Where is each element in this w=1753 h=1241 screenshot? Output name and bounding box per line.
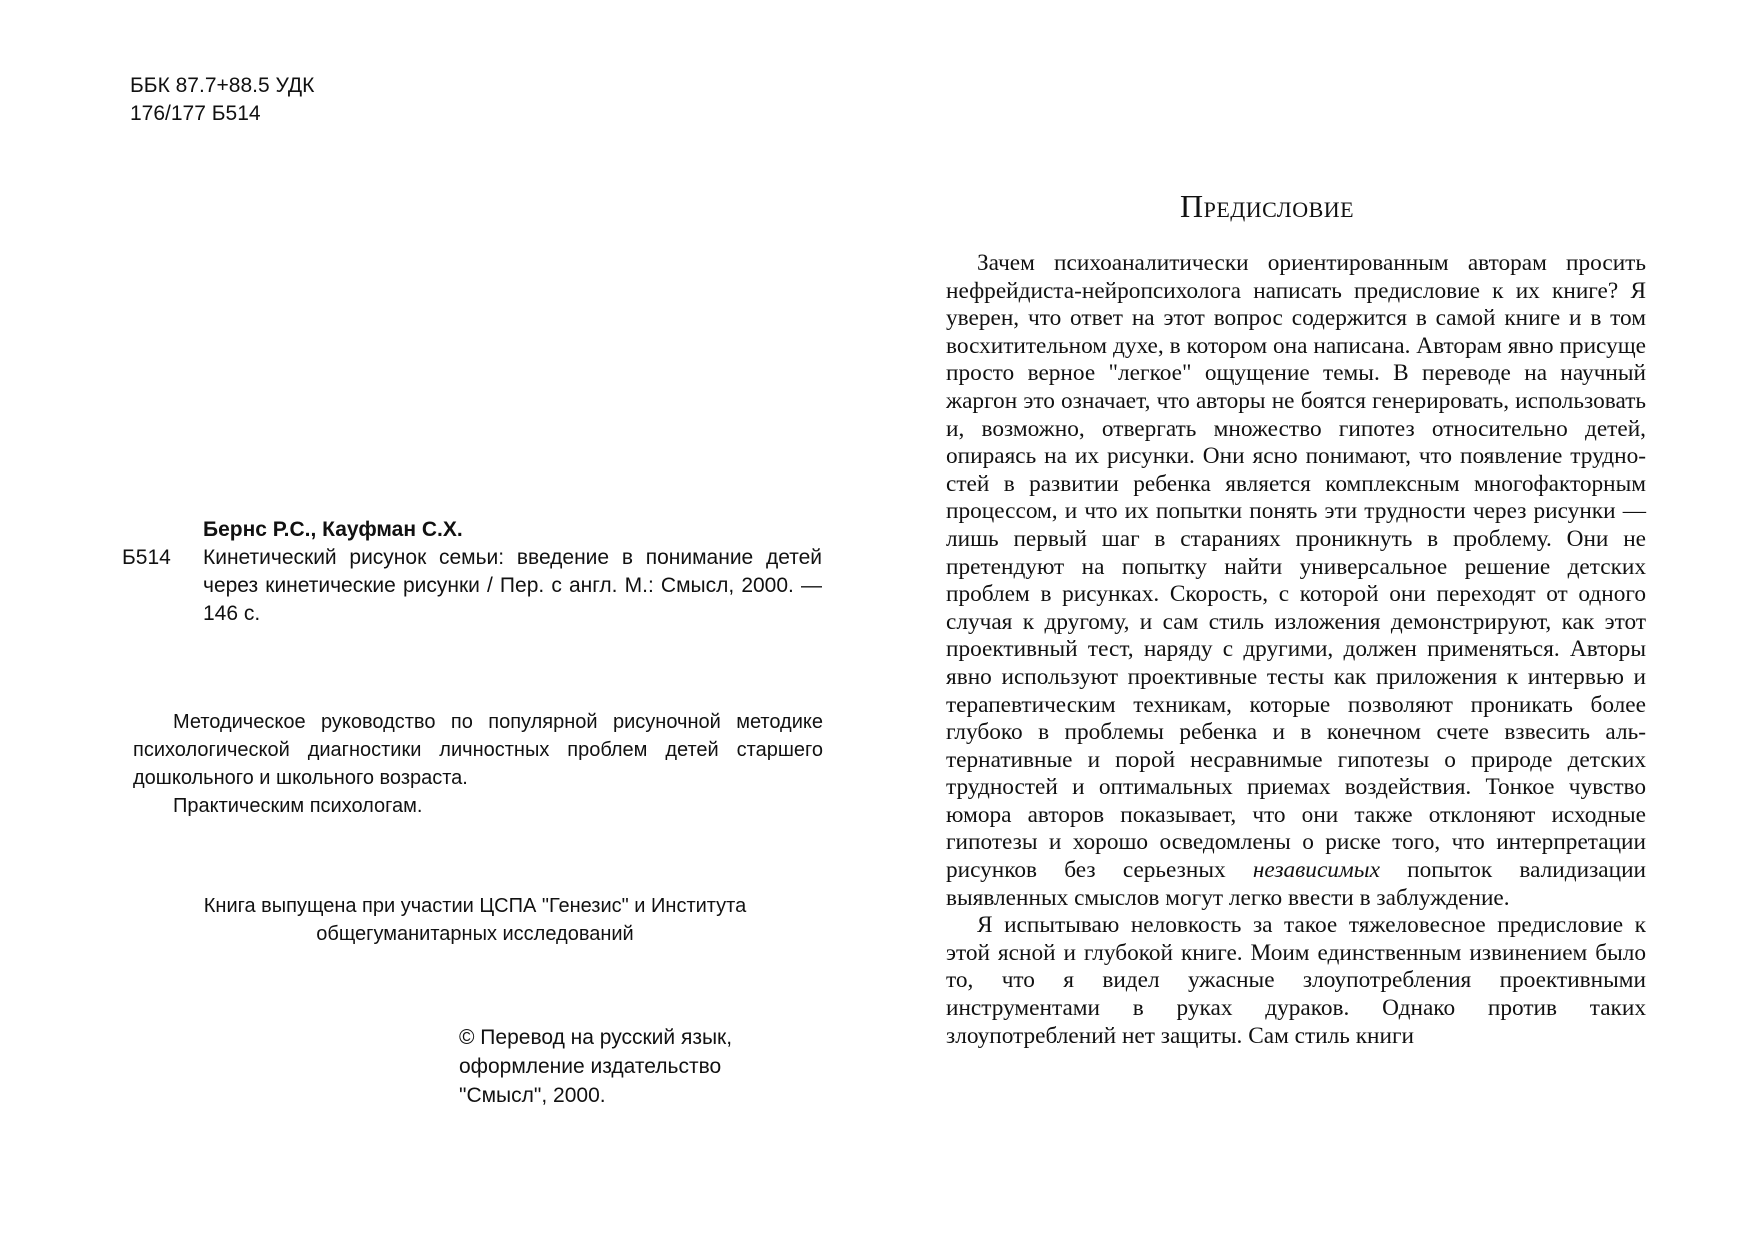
preface-paragraph-1: [946, 250, 1646, 912]
classification-line-1: ББК 87.7+88.5 УДК: [130, 74, 315, 97]
annotation: [133, 708, 823, 820]
left-page-imprint: [0, 0, 876, 1241]
chapter-title: Предисловие: [1180, 188, 1355, 224]
right-page-preface: [876, 0, 1753, 1241]
annotation-description: Методическое руководство по популярной рисуночной методике психологической диагностики личностных проблем детей старшего дошкольного и школьного возраста.: [133, 711, 823, 789]
preface-paragraph-1-part-2: попыток валидизации выявленных смыслов могут легко ввести в заблуждение.: [946, 857, 1647, 911]
copyright-line-3: "Смысл", 2000.: [459, 1084, 606, 1107]
preface-paragraph-1-part-1: Зачем психоаналитически ориентированным авторам просить нефрейдиста-нейропсихолога написать предисловие к их книге? Я уверен, что ответ на этот вопрос содержится в самой книге и в том восхитительном духе, в котором она написана. Авторам явно присуще просто верное "легкое" ощущение темы. В переводе на научный жаргон это означает, что авторы не боятся генерировать, использовать и, возможно, отвергать множество гипотез относительно детей, опираясь на их рисунки. Они ясно понимают, что появление трудностей в развитии ребенка является комплексным многофакторным процессом, и что их попытки понять эти трудности через рисунки — лишь первый шаг в стараниях проникнуть в проблему. Они не претендуют на попытку найти универсальное решение детских проблем в рисунках. Скорость, с которой они переходят от одного случая к другому, и сам стиль изложения демонстрируют, как этот проективный тест, наряду с другими, должен применяться. Авторы явно используют проективные тесты как приложения к интервью и терапевтическим техникам, которые позволяют проникать более глубоко в проблемы ребенка и в конечном счете взвесить альтернативные и порой несравнимые гипотезы о природе детских трудностей и оптимальных приемах воздействия. Тонкое чувство юмора авторов показывает, что они также отклоняют исходные гипотезы и хорошо осведомлены о риске того, что интерпретации рисунков без серьезных: [946, 250, 1646, 884]
classification-line-2: 176/177 Б514: [130, 102, 261, 125]
publisher-note-line-1: Книга выпущена при участии ЦСПА "Генезис" и Института: [203, 895, 747, 917]
copyright-line-1: © Перевод на русский язык,: [459, 1026, 733, 1049]
preface-paragraph-2: Я испытываю неловкость за такое тяжеловесное предисловие к этой ясной и глубокой книге. Моим единственным извинением было то, что я видел ужасные злоупотребления проективными инструментами в руках дураков. Однако против таких злоупотреблений нет защиты. Сам стиль книги: [946, 912, 1646, 1049]
copyright-line-2: оформление издательство: [459, 1055, 722, 1078]
publisher-note-line-2: общегуманитарных исследований: [316, 923, 634, 945]
classification-codes: [130, 72, 314, 128]
annotation-audience: Практическим психологам.: [173, 795, 423, 817]
copyright-notice: [459, 1023, 819, 1110]
emphasis-word: независимых: [1252, 857, 1380, 884]
bibliographic-record: [122, 516, 822, 628]
authors: Бернс Р.С., Кауфман С.Х.: [203, 518, 463, 541]
book-title-imprint: Кинетический рисунок семьи: введение в понимание детей через кинетические рисунки / Пер. с англ. М.: Смысл, 2000. — 146 с.: [203, 546, 822, 625]
catalog-code: Б514: [122, 546, 171, 569]
preface-text: [946, 250, 1646, 1050]
bibliographic-entry: [122, 544, 822, 628]
publisher-note: [130, 892, 820, 948]
